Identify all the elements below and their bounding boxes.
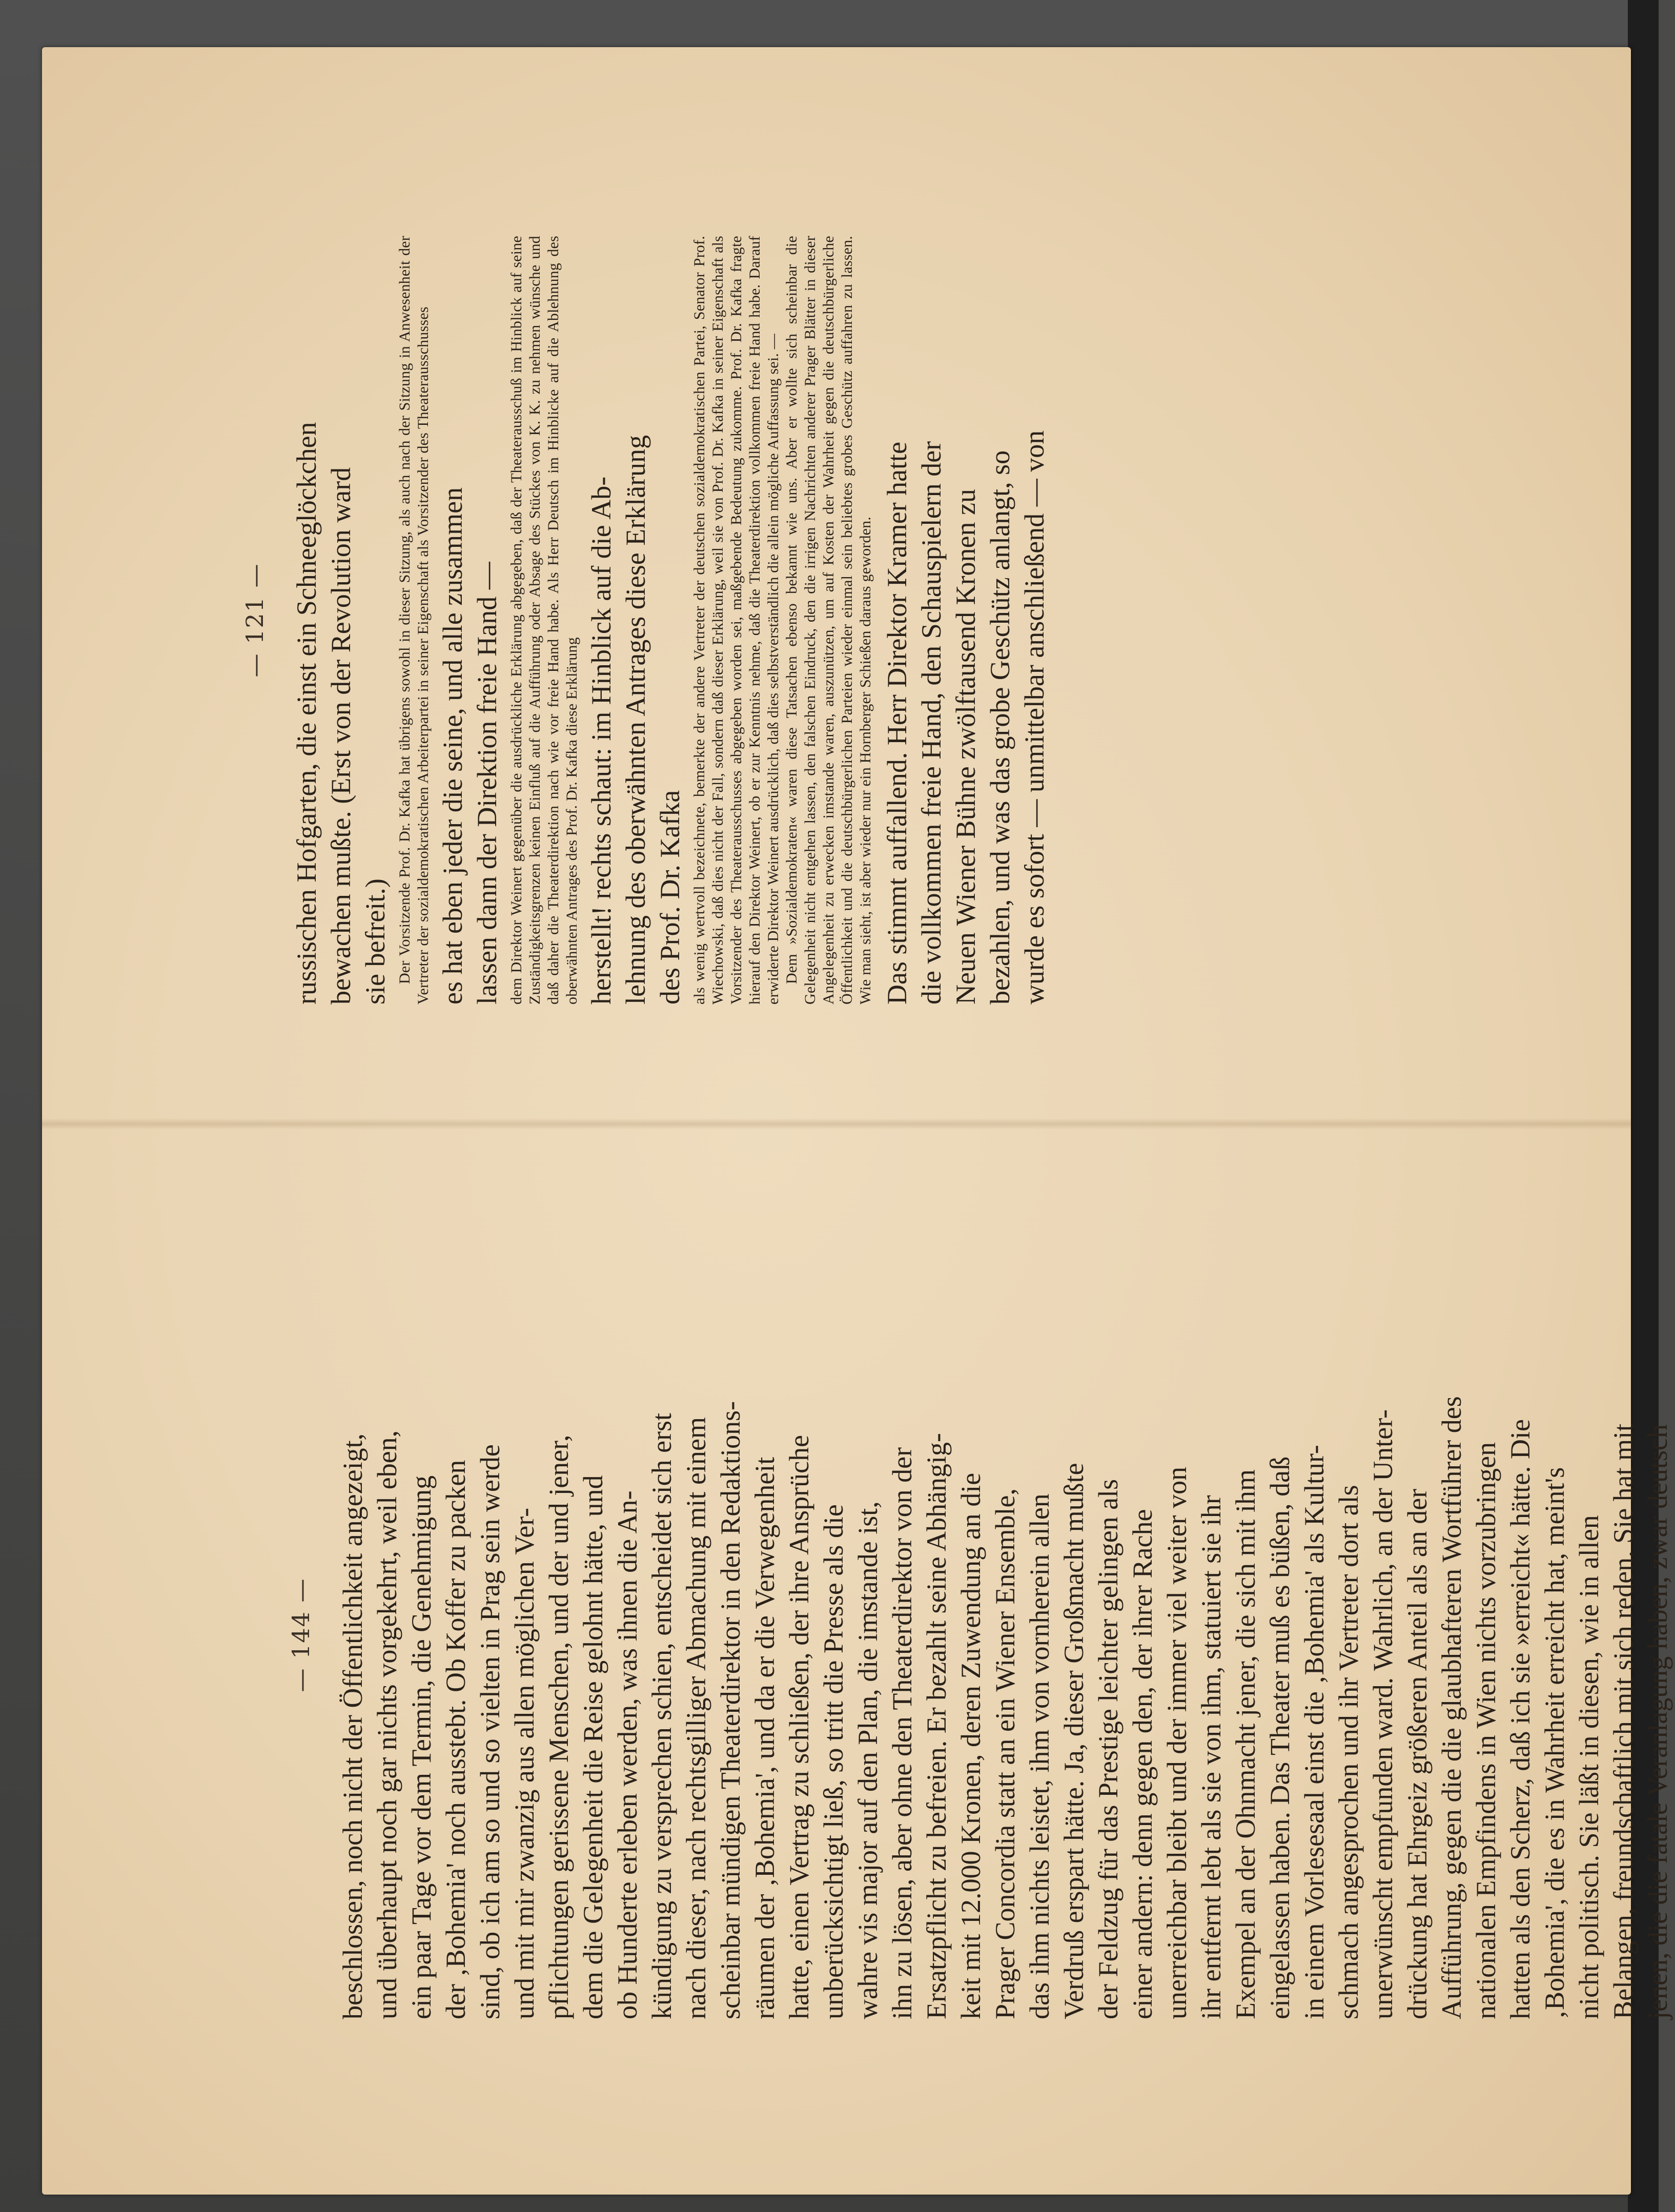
closing-paragraph xyxy=(880,236,1052,1005)
text-line: lehnung des oberwähnten Antrages diese Erklärung xyxy=(620,435,651,1005)
text-line: der Feldzug für das Prestige leichter gelingen als xyxy=(1093,1479,1124,2019)
text-line: bezahlen, und was das grobe Geschütz anlangt, so xyxy=(985,450,1015,1005)
quote-paragraph-1 xyxy=(396,236,433,1005)
text-line: keit mit 12.000 Kronen, deren Zuwendung an die xyxy=(955,1472,986,2019)
text-line: jenen, die die fatale Veranlagung haben, zwar deutsch xyxy=(1642,1424,1673,2019)
text-line: Neuen Wiener Bühne zwölftausend Kronen zu xyxy=(950,489,981,1005)
quote-paragraph-3 xyxy=(690,236,875,1005)
text-line: und überhaupt noch gar nichts vorgekehrt, weil eben, xyxy=(372,1430,402,2019)
text-line: der ‚Bohemia' noch ausstebt. Ob Koffer zu packen xyxy=(440,1460,471,2019)
quote-paragraph-2 xyxy=(507,236,581,1005)
text-line: hatte, einen Vertrag zu schließen, der ihre Ansprüche xyxy=(784,1435,814,2019)
commentary-paragraph-1 xyxy=(436,236,504,1005)
text-line: wurde es sofort — unmittelbar anschließend — von xyxy=(1019,430,1050,1005)
text-line: unerwünscht empfunden ward. Wahrlich, an der Unter- xyxy=(1367,1409,1398,2019)
text-line: in einem Vorlesesaal einst die ‚Bohemia' als Kultur- xyxy=(1299,1445,1330,2019)
intro-paragraph xyxy=(290,236,393,1005)
text-line: Verdruß erspart hätte. Ja, dieser Großmacht mußte xyxy=(1058,1463,1089,2019)
text-line: und mit mir zwanzig aus allen möglichen Ver- xyxy=(509,1507,540,2019)
text-line: wahre vis major auf den Plan, die imstande ist, xyxy=(852,1501,883,2019)
page-144 xyxy=(287,1251,1673,2019)
text-line: Prager Concordia statt an ein Wiener Ensemble, xyxy=(990,1488,1020,2019)
quote-text: als wenig wertvoll bezeichnete, bemerkte der andere Vertreter der deutschen sozialdemokratischen Partei, Senator Prof. Wiechowski, daß dies nicht der Fall, sondern daß dieser Erklärung, weil sie von Prof. Dr. Kafka in seiner Eigenschaft als Vorsitzender des Theaterausschusses abgegeben worden sei, maßgebende Bedeutung zukomme. Prof. Dr. Kafka fragte hierauf den Direktor Weinert, ob er zur Kenntnis nehme, daß die Theaterdirektion vollkommen freie Hand habe. Darauf erwiderte Direktor Weinert ausdrücklich, daß dies selbstverständlich die allein mögliche Auffassung sei. — xyxy=(691,236,782,1005)
text-line: Exempel an der Ohnmacht jener, die sich mit ihm xyxy=(1230,1469,1261,2019)
page-number: — 121 — xyxy=(241,563,269,678)
text-line: ein paar Tage vor dem Termin, die Genehmigung xyxy=(406,1475,437,2019)
text-line: nationalen Empfindens in Wien nichts vorzubringen xyxy=(1470,1442,1501,2019)
text-line: bewachen mußte. (Erst von der Revolution ward xyxy=(325,467,356,1005)
quote-text: dem Direktor Weinert gegenüber die ausdrückliche Erklärung abgegeben, daß der Theaterausschuß im Hinblick auf seine Zuständigkeitsgrenzen keinen Einfluß auf die Aufführung oder Absage des Stückes von K. K. zu nehmen wünsche und daß daher die Theaterdirektion nach wie vor freie Hand habe. Als Herr Deutsch im Hinblicke auf die Ablehnung des oberwähnten Antrages des Prof. Dr. Kafka diese Erklärung xyxy=(508,236,580,1005)
text-line: kündigung zu versprechen schien, entscheidet sich erst xyxy=(646,1412,677,2019)
text-line: das ihm nichts leistet, ihm von vornherein allen xyxy=(1024,1493,1055,2019)
text-line: beschlossen, noch nicht der Öffentlichkeit angezeigt, xyxy=(337,1433,368,2019)
text-line: des Prof. Dr. Kafka xyxy=(655,790,685,1005)
text-line: dem die Gelegenheit die Reise gelohnt hätte, und xyxy=(578,1475,608,2019)
text-line: ihn zu lösen, aber ohne den Theaterdirektor von der xyxy=(887,1447,917,2019)
text-line: einer andern: denn gegen den, der ihrer Rache xyxy=(1127,1509,1158,2019)
text-line: nicht politisch. Sie läßt in diesen, wie in allen xyxy=(1574,1515,1604,2019)
text-line: drückung hat Ehrgeiz größeren Anteil als an der xyxy=(1402,1488,1433,2019)
text-line: scheinbar mündigen Theaterdirektor in den Redaktions- xyxy=(715,1401,746,2019)
page-144-text xyxy=(336,1251,1675,2019)
text-line: Das stimmt auffallend. Herr Direktor Kramer hatte xyxy=(882,441,912,1005)
text-line: ob Hunderte erleben werden, was ihnen die An- xyxy=(612,1490,643,2019)
text-line: nach dieser, nach rechtsgilliger Abmachung mit einem xyxy=(681,1417,711,2019)
text-line: lassen dann der Direktion freie Hand — xyxy=(472,562,502,1005)
text-line: ‚Bohemia', die es in Wahrheit erreicht hat, meint's xyxy=(1539,1467,1570,2019)
quote-text: Dem »Sozialdemokraten« waren diese Tatsachen ebenso bekannt wie uns. Aber er wollte sich scheinbar die Gelegenheit nicht entgehen lassen, den falschen Eindruck, den die irrigen Nachrichten anderer Prager Blätter in dieser Angelegenheit zu erwecken imstande waren, auszunützen, um auf Kosten der Wahrheit gegen die deutschbürgerliche Öffentlichkeit und die deutschbürgerlichen Parteien wieder einmal sein beliebtes grobes Geschütz auffahren zu lassen. Wie man sieht, ist aber wieder nur ein Hornberger Schießen daraus geworden. xyxy=(783,236,874,1005)
text-line: die vollkommen freie Hand, den Schauspielern der xyxy=(916,441,947,1005)
text-line: pflichtungen gerissene Menschen, und der und jener, xyxy=(543,1435,574,2019)
text-line: ihr entfernt lebt als sie von ihm, statuiert sie ihr xyxy=(1196,1495,1227,2019)
page-121-text xyxy=(290,236,1052,1005)
page-number: — 144 — xyxy=(287,1578,315,1692)
text-line: sie befreit.) xyxy=(360,878,391,1005)
text-line: räumen der ‚Bohemia', und da er die Verwegenheit xyxy=(749,1457,780,2019)
page-fold xyxy=(42,1118,1631,1130)
quote-text: Der Vorsitzende Prof. Dr. Kafka hat übrigens sowohl in dieser Sitzung, als auch nach der Sitzung in Anwesenheit der Vertreter der sozialdemokratischen Arbeiterpartei in seiner Eigenschaft als Vorsitzender des Theaterausschusses xyxy=(396,236,432,1005)
text-line: hatten als den Scherz, daß ich sie »erreicht« hätte. Die xyxy=(1505,1419,1536,2019)
text-line: sind, ob ich am so und so vielten in Prag sein werde xyxy=(475,1444,505,2019)
text-line: schmach angesprochen und ihr Vertreter dort als xyxy=(1333,1485,1364,2019)
text-line: Ersatzpflicht zu befreien. Er bezahlt seine Abhängig- xyxy=(921,1432,952,2019)
text-line: russischen Hofgarten, die einst ein Schneeglöckchen xyxy=(291,422,322,1005)
commentary-paragraph-2 xyxy=(584,236,687,1005)
text-line: unerreichbar bleibt und der immer viel weiter von xyxy=(1161,1466,1192,2019)
text-line: es hat eben jeder die seine, und alle zusammen xyxy=(437,487,468,1005)
text-line: herstellt! rechts schaut: im Hinblick auf die Ab- xyxy=(586,476,617,1005)
text-line: Aufführung, gegen die die glaubhafteren Wortführer des xyxy=(1436,1396,1467,2019)
text-line: unberücksichtigt ließ, so tritt die Presse als die xyxy=(818,1504,849,2019)
text-line: Belangen, freundschaftlich mit sich reden. Sie hat mit xyxy=(1608,1423,1639,2019)
text-line: eingelassen haben. Das Theater muß es büßen, daß xyxy=(1264,1456,1295,2019)
page-121 xyxy=(241,236,1461,1005)
